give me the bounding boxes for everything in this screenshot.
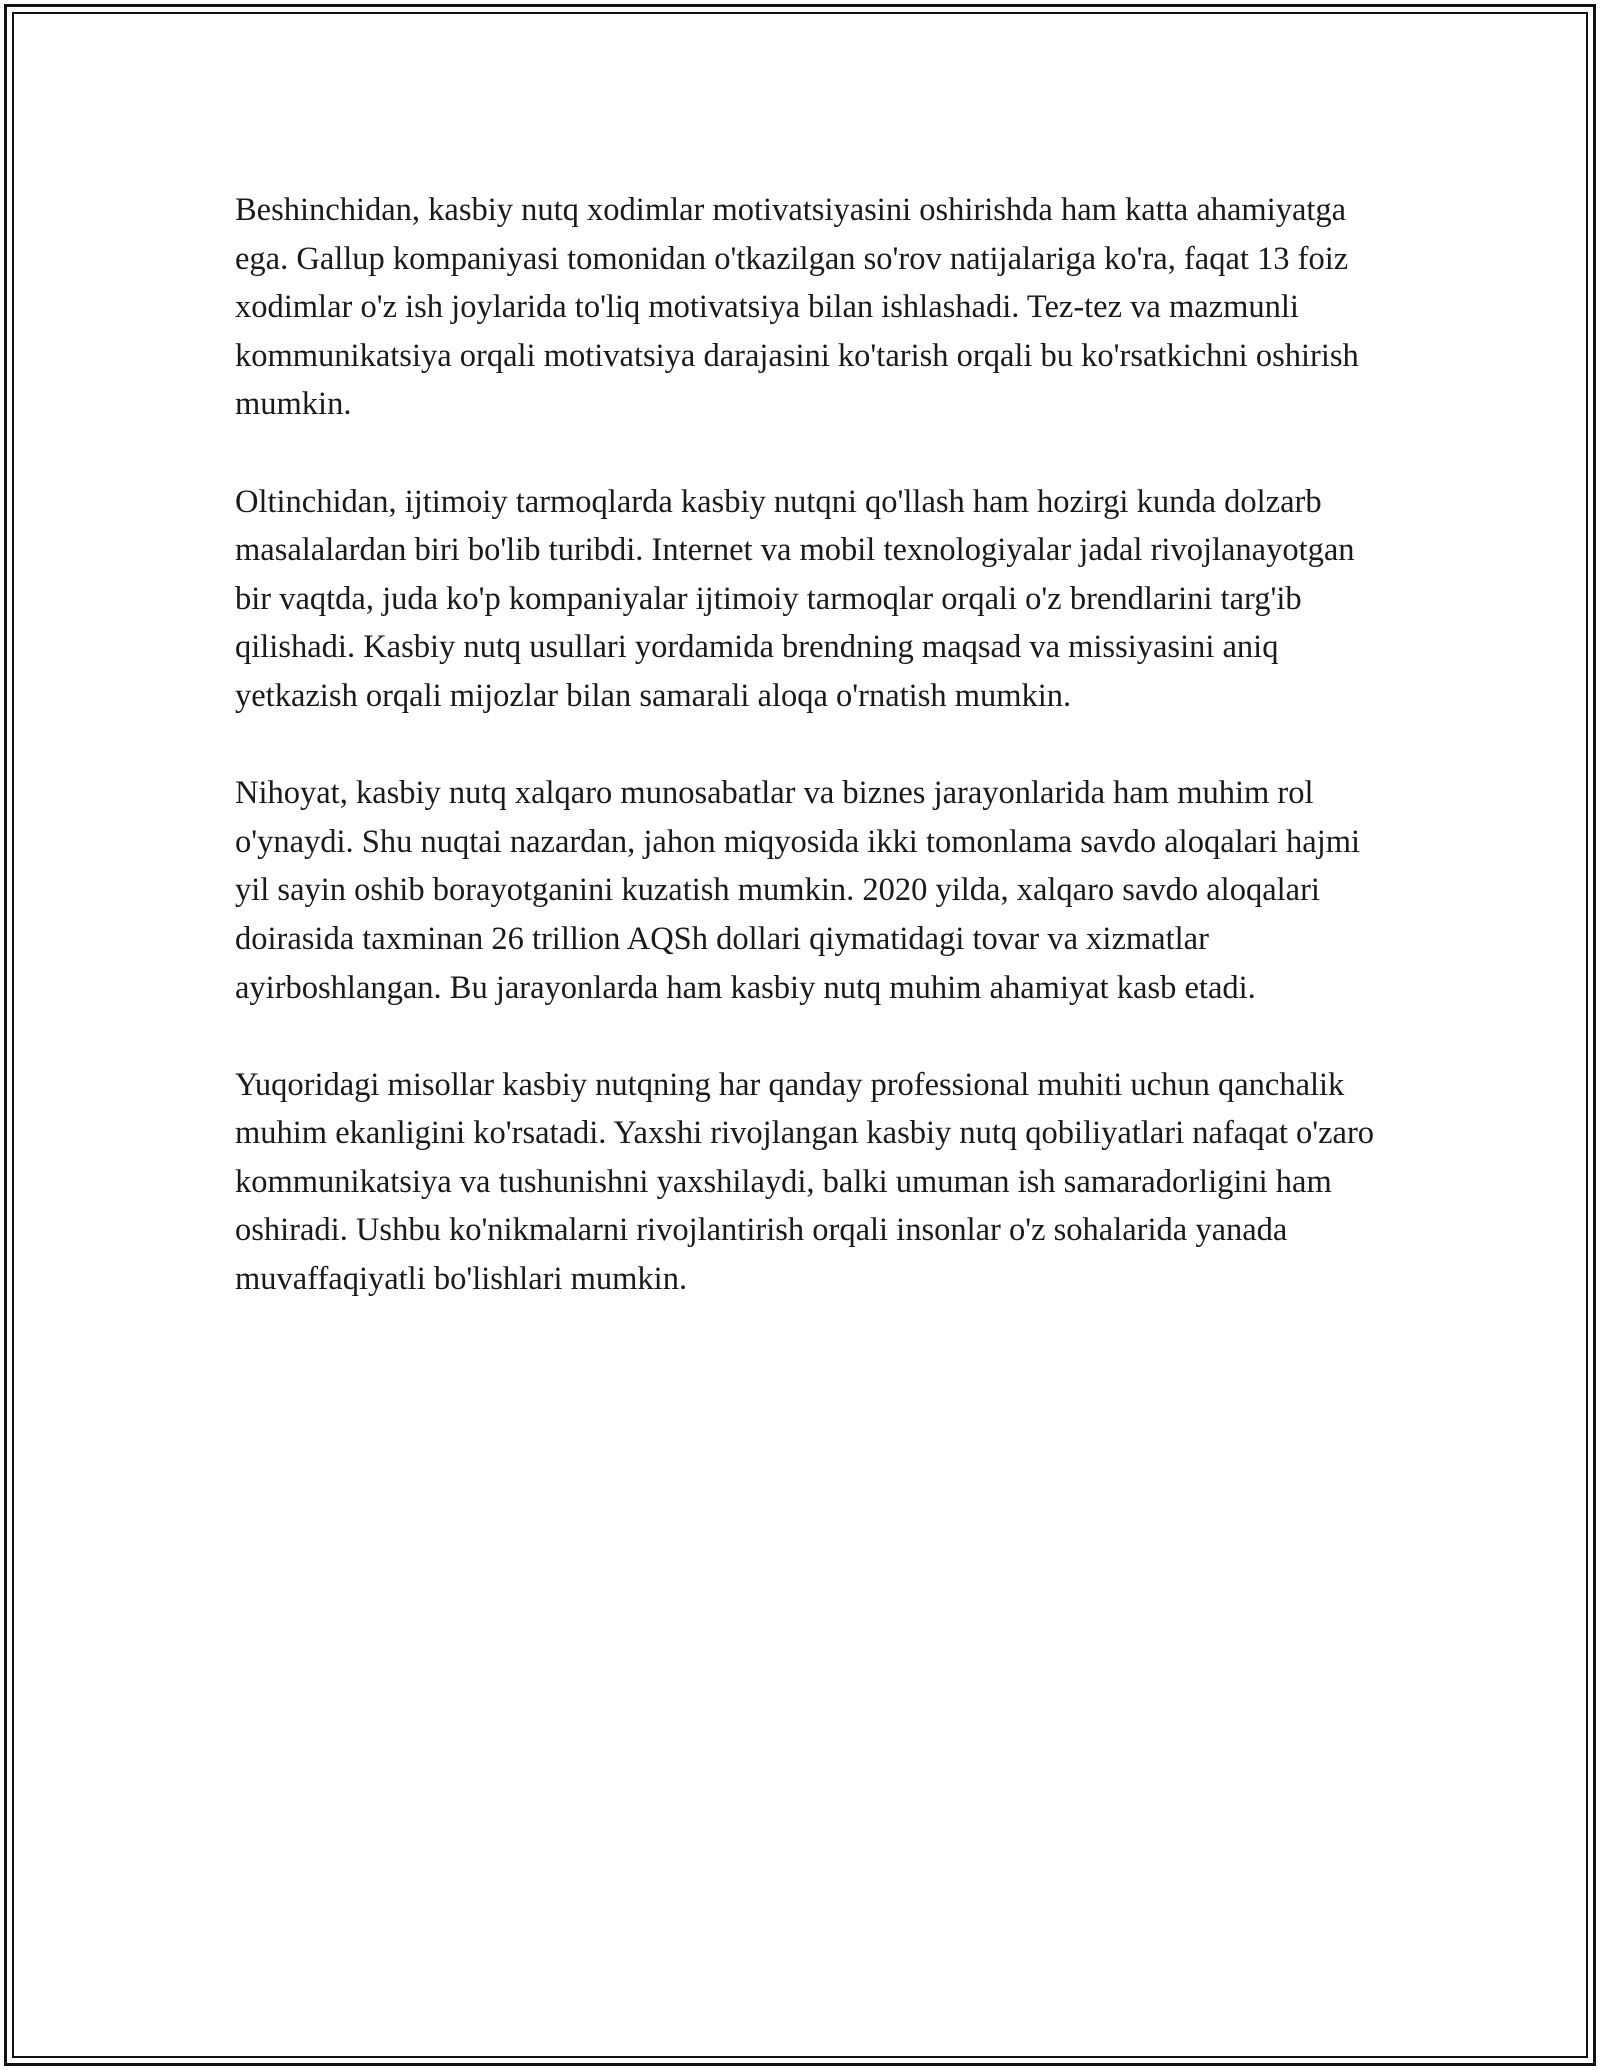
- paragraph-4: Yuqoridagi misollar kasbiy nutqning har qanday professional muhiti uchun qanchalik muhim ekanligini ko'rsatadi. Yaxshi rivojlangan kasbiy nutq qobiliyatlari nafaqat o'zaro kommunikatsiya va tushunishni yaxshilaydi, balki umuman ish samaradorligini ham oshiradi. Ushbu ko'nikmalarni rivojlantirish orqali insonlar o'z sohalarida yanada muvaffaqiyatli bo'lishlari mumkin.: [235, 1066, 1375, 1298]
- paragraph-1: Beshinchidan, kasbiy nutq xodimlar motivatsiyasini oshirishda ham katta ahamiyatga ega. Gallup kompaniyasi tomonidan o'tkazilgan so'rov natijalariga ko'ra, faqat 13 foiz xodimlar o'z ish joylarida to'liq motivatsiya bilan ishlashadi. Tez-tez va mazmunli kommunikatsiya orqali motivatsiya darajasini ko'tarish orqali bu ko'rsatkichni oshirish mumkin.: [235, 192, 1359, 423]
- paragraph-2: Oltinchidan, ijtimoiy tarmoqlarda kasbiy nutqni qo'llash ham hozirgi kunda dolzarb masalalardan biri bo'lib turibdi. Internet va mobil texnologiyalar jadal rivojlanayotgan bir vaqtda, juda ko'p kompaniyalar ijtimoiy tarmoqlar orqali o'z brendlarini targ'ib qilishadi. Kasbiy nutq usullari yordamida brendning maqsad va missiyasini aniq yetkazish orqali mijozlar bilan samarali aloqa o'rnatish mumkin.: [235, 483, 1355, 714]
- document-body: [235, 186, 1375, 1352]
- paragraph-3: Nihoyat, kasbiy nutq xalqaro munosabatlar va biznes jarayonlarida ham muhim rol o'ynaydi. Shu nuqtai nazardan, jahon miqyosida ikki tomonlama savdo aloqalari hajmi yil sayin oshib borayotganini kuzatish mumkin. 2020 yilda, xalqaro savdo aloqalari doirasida taxminan 26 trillion AQSh dollari qiymatidagi tovar va xizmatlar ayirboshlangan. Bu jarayonlarda ham kasbiy nutq muhim ahamiyat kasb etadi.: [235, 775, 1361, 1006]
